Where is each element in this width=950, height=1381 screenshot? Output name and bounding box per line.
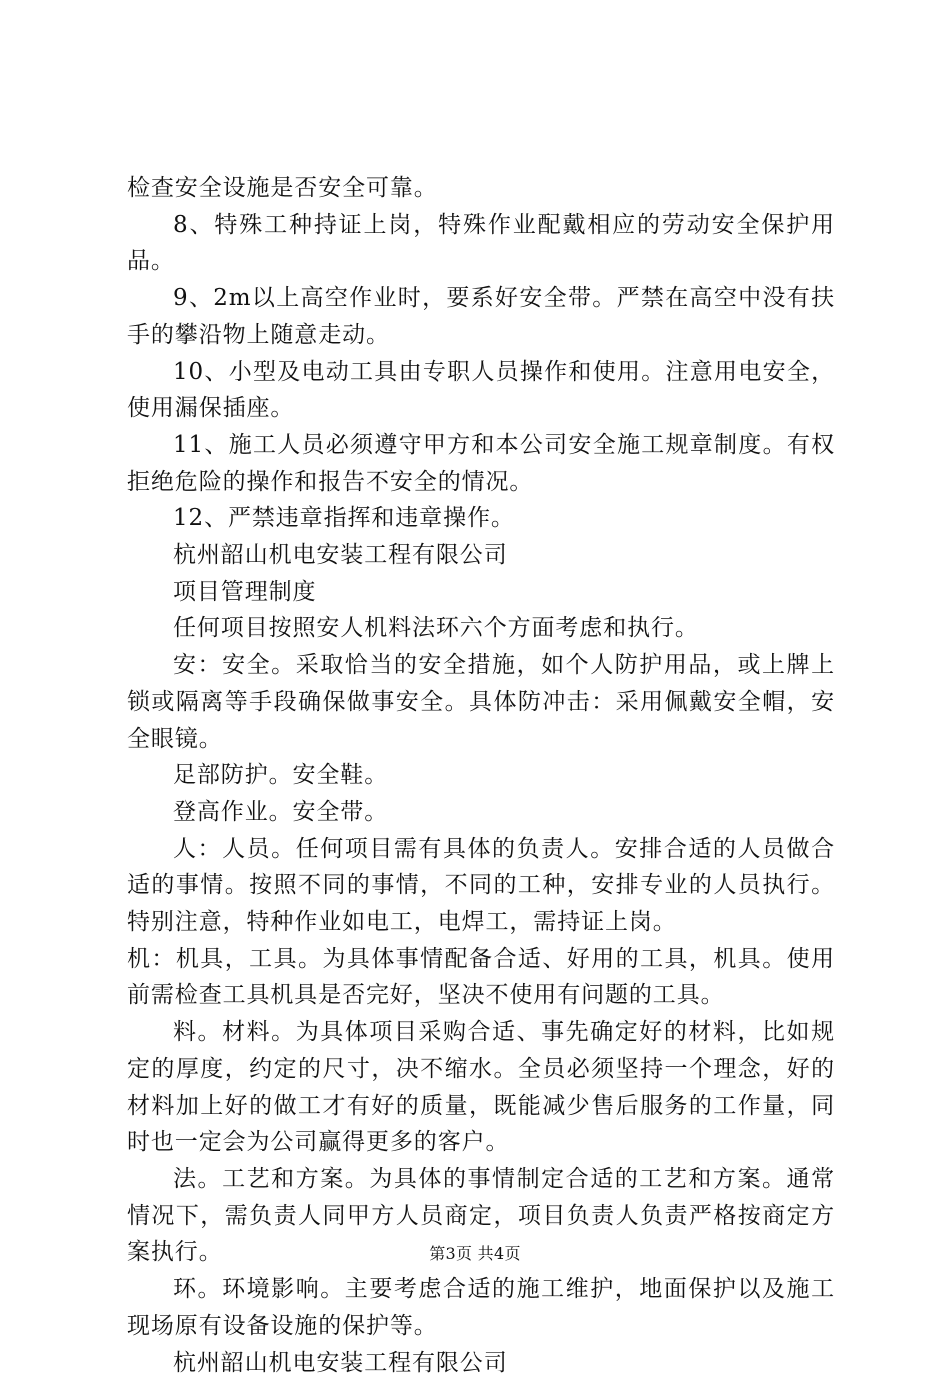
document-body <box>127 170 835 1381</box>
paragraph: 任何项目按照安人机料法环六个方面考虑和执行。 <box>127 610 835 647</box>
section-title: 项目管理制度 <box>127 574 835 611</box>
paragraph: 料。材料。为具体项目采购合适、事先确定好的材料，比如规定的厚度，约定的尺寸，决不缩水。全员必须坚持一个理念，好的材料加上好的做工才有好的质量，既能减少售后服务的工作量，同时也一定会为公司赢得更多的客户。 <box>127 1014 835 1161</box>
company-name: 杭州韶山机电安装工程有限公司 <box>127 1345 835 1381</box>
page-number-footer: 第3页 共4页 <box>0 1243 950 1265</box>
paragraph: 登高作业。安全带。 <box>127 794 835 831</box>
paragraph: 9、2m以上高空作业时，要系好安全带。严禁在高空中没有扶手的攀沿物上随意走动。 <box>127 280 835 353</box>
paragraph: 法。工艺和方案。为具体的事情制定合适的工艺和方案。通常情况下，需负责人同甲方人员商定，项目负责人负责严格按商定方案执行。 <box>127 1161 835 1271</box>
paragraph: 12、严禁违章指挥和违章操作。 <box>127 500 835 537</box>
paragraph: 11、施工人员必须遵守甲方和本公司安全施工规章制度。有权拒绝危险的操作和报告不安全的情况。 <box>127 427 835 500</box>
paragraph: 安：安全。采取恰当的安全措施，如个人防护用品，或上牌上锁或隔离等手段确保做事安全。具体防冲击：采用佩戴安全帽，安全眼镜。 <box>127 647 835 757</box>
paragraph: 人：人员。任何项目需有具体的负责人。安排合适的人员做合适的事情。按照不同的事情，不同的工种，安排专业的人员执行。特别注意，特种作业如电工，电焊工，需持证上岗。 <box>127 831 835 941</box>
paragraph: 足部防护。安全鞋。 <box>127 757 835 794</box>
paragraph: 10、小型及电动工具由专职人员操作和使用。注意用电安全，使用漏保插座。 <box>127 354 835 427</box>
company-name: 杭州韶山机电安装工程有限公司 <box>127 537 835 574</box>
paragraph: 机：机具，工具。为具体事情配备合适、好用的工具，机具。使用前需检查工具机具是否完好，坚决不使用有问题的工具。 <box>127 941 835 1014</box>
paragraph: 8、特殊工种持证上岗，特殊作业配戴相应的劳动安全保护用品。 <box>127 207 835 280</box>
paragraph: 检查安全设施是否安全可靠。 <box>127 170 835 207</box>
paragraph: 环。环境影响。主要考虑合适的施工维护，地面保护以及施工现场原有设备设施的保护等。 <box>127 1271 835 1344</box>
